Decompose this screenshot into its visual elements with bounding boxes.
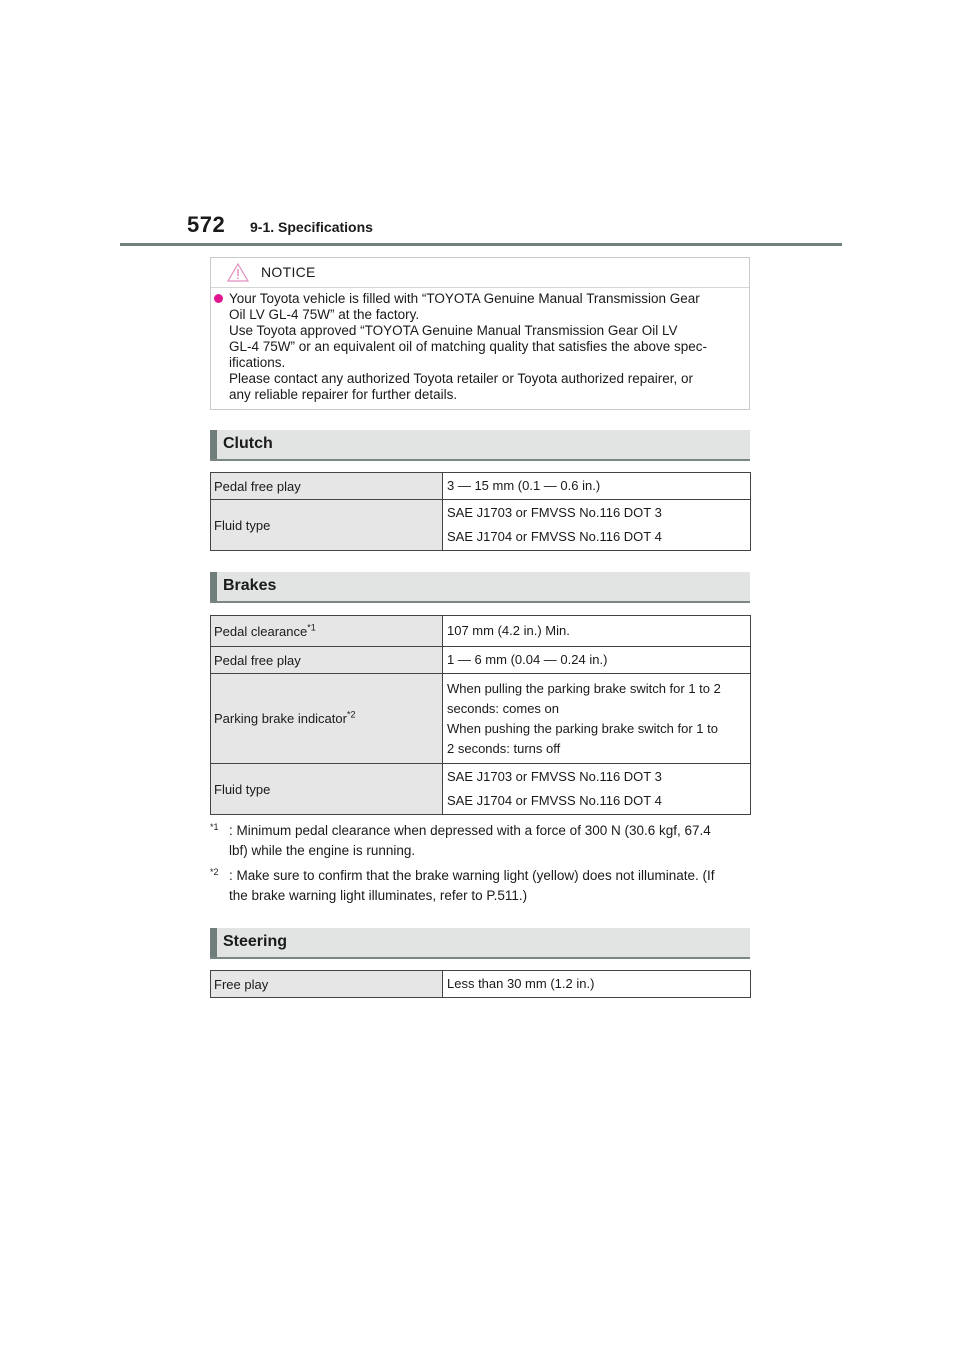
- footnote-line: lbf) while the engine is running.: [229, 843, 416, 858]
- header-divider: [120, 243, 842, 246]
- table-row: [211, 616, 751, 647]
- table-row: [211, 674, 751, 764]
- notice-header: [211, 258, 749, 288]
- spec-label: [211, 674, 443, 764]
- brakes-spec-table: [210, 615, 751, 815]
- footnote-line: Make sure to confirm that the brake warning light (yellow) does not illuminate. (If: [236, 868, 715, 883]
- footnote-line: :: [229, 823, 237, 838]
- clutch-section-header: [210, 430, 750, 461]
- spec-value-line: seconds: comes on: [447, 700, 560, 716]
- footnote-ref: *2: [346, 709, 356, 720]
- footnote-text: [210, 821, 750, 841]
- footnote-2: *2 : Make sure to confirm that the brake warning light (yellow) does not illuminate. (If the brake warning light illuminates, refer to P.511.): [210, 866, 750, 906]
- steering-section-header: [210, 928, 750, 959]
- warning-triangle-icon: [227, 263, 249, 287]
- spec-label-text: Pedal clearance: [214, 623, 308, 639]
- spec-value-line: SAE J1704 or FMVSS No.116 DOT 4: [447, 793, 662, 808]
- brakes-section-title: Brakes: [223, 577, 277, 594]
- spec-label: Pedal free play: [211, 473, 443, 500]
- page-number: 572: [187, 212, 226, 237]
- steering-section-title: Steering: [223, 933, 288, 950]
- notice-body: [211, 288, 749, 403]
- notice-line: ifications.: [229, 355, 286, 370]
- footnote-line: :: [229, 868, 237, 883]
- footnote-line: Minimum pedal clearance when depressed with a force of 300 N (30.6 kgf, 67.4: [236, 823, 711, 838]
- spec-value-line: Less than 30 mm (1.2 in.): [447, 976, 595, 991]
- section-accent-bar: [210, 430, 217, 459]
- spec-value-line: SAE J1703 or FMVSS No.116 DOT 3: [447, 505, 662, 520]
- footnote-1: *1 : Minimum pedal clearance when depressed with a force of 300 N (30.6 kgf, 67.4 lbf) while the engine is running.: [210, 821, 750, 861]
- notice-line: Please contact any authorized Toyota retailer or Toyota authorized repairer, or: [229, 371, 694, 386]
- spec-value-line: SAE J1703 or FMVSS No.116 DOT 3: [447, 769, 662, 784]
- clutch-spec-table: [210, 472, 751, 551]
- spec-value-line: 2 seconds: turns off: [447, 740, 561, 756]
- notice-title: NOTICE: [261, 264, 316, 280]
- notice-line: Use Toyota approved “TOYOTA Genuine Manual Transmission Gear Oil LV: [229, 323, 678, 338]
- spec-value-line: 107 mm (4.2 in.) Min.: [447, 623, 570, 638]
- spec-label: Fluid type: [211, 764, 443, 815]
- spec-value-line: When pulling the parking brake switch for 1 to 2: [447, 680, 721, 696]
- notice-line: Your Toyota vehicle is filled with “TOYOTA Genuine Manual Transmission Gear: [229, 291, 700, 306]
- table-row: [211, 971, 751, 998]
- spec-label: Pedal free play: [211, 647, 443, 674]
- footnote-text: [210, 866, 750, 886]
- spec-label: Free play: [211, 971, 443, 998]
- spec-value-line: When pushing the parking brake switch for 1 to: [447, 720, 718, 736]
- spec-value: [443, 500, 751, 551]
- section-title: 9-1. Specifications: [250, 219, 373, 235]
- brakes-section-header: [210, 572, 750, 603]
- table-row: [211, 500, 751, 551]
- section-accent-bar: [210, 928, 217, 957]
- clutch-section-title: Clutch: [223, 435, 273, 452]
- spec-label: Fluid type: [211, 500, 443, 551]
- table-row: [211, 764, 751, 815]
- footnote-ref: *1: [307, 622, 316, 633]
- steering-spec-table: [210, 970, 751, 998]
- spec-value: [443, 616, 751, 647]
- footnote-line: the brake warning light illuminates, refer to P.511.): [229, 888, 528, 903]
- spec-value-line: SAE J1704 or FMVSS No.116 DOT 4: [447, 529, 662, 544]
- spec-value: [443, 764, 751, 815]
- section-accent-bar: [210, 572, 217, 601]
- spec-value: [443, 971, 751, 998]
- spec-value: [443, 647, 751, 674]
- table-row: [211, 473, 751, 500]
- spec-label-text: Parking brake indicator: [214, 711, 347, 726]
- spec-value: [443, 674, 751, 764]
- notice-line: any reliable repairer for further details.: [229, 387, 458, 402]
- spec-label: [211, 616, 443, 647]
- spec-value: [443, 473, 751, 500]
- bullet-icon: [214, 294, 223, 303]
- notice-box: [210, 257, 750, 410]
- notice-line: GL-4 75W” or an equivalent oil of matching quality that satisfies the above spec-: [229, 339, 708, 354]
- spec-value-line: 3 — 15 mm (0.1 — 0.6 in.): [447, 478, 601, 493]
- table-row: [211, 647, 751, 674]
- notice-line: Oil LV GL-4 75W” at the factory.: [229, 307, 420, 322]
- spec-value-line: 1 — 6 mm (0.04 — 0.24 in.): [447, 652, 608, 667]
